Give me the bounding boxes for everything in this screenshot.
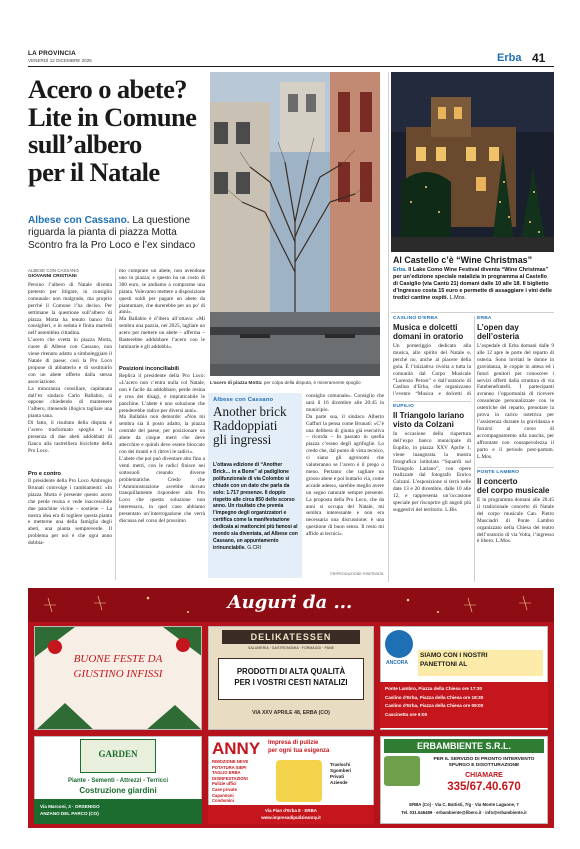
right-inner-divider bbox=[474, 316, 475, 582]
article-col4: consiglio comunale». Consiglio che sarà il 16 dicembre alle 20:45 in municipio. Da parte sua, il sindaco Alberto Gaffuri la pensa come Brunati: «C’è una delibera di giunta già esecutiva – ricorda – In passato in quella piazza c’erano degli agrifoglie. Lo credo che, dal punto di vista tecnico, ci siano gli agronomi che valuteranno se l’acero è il prego o meno. Pertanto che tagliare un grosso abete e poi buttarlo via, come accade adesso, sarebbe meglio avere un segno naturale sempre presente. La proposta della Pro Loco, che da anni si occupa del Natale, mi sembra interessante e non era necessaria una discussione; è una questione di buon senso. Il resto mi affido ai tecnici». bbox=[306, 393, 384, 538]
sidebar-text bbox=[213, 462, 299, 552]
item3-text bbox=[477, 343, 554, 465]
item3-kicker: ERBA bbox=[477, 316, 492, 321]
item3-sign: L.Mos. bbox=[477, 453, 493, 460]
ad5-tag: Impresa di pulizie bbox=[268, 740, 319, 746]
ad1-line2: GIUSTINO INFISSI bbox=[73, 668, 163, 680]
item3-body: L’ospedale di Erba domani dalle 9 alle 12 apre le porte del reparto di osteria. Sono invitati le donne in gravidanza, le coppie in attesa ed i futuri genitori per conoscere i servizi offerti dalla struttura di via Fatebenefratelli. I partecipanti avranno l’opportunità di ricevere consulenze personalizzate con le ostetriche del reparto, prenotare la prova in carico ostetrica per l’assistenza durante la gravidanza e fornirsi al corso di accompagnamento alla nascita, per affrontare con consapevolezza il parto e il periodo post-partum. bbox=[477, 343, 554, 453]
ad4-line2: Costruzione giardini bbox=[79, 786, 157, 795]
item4-body: È in programma domani alle 20.45 il tradizionale concerto di Natale del corpo musicale Can. Pietro Masciadri di Ponte Lambro organizzato nella Chiesa del teatro dell’oratorio di via Volta, l’ingresso è libero. bbox=[477, 497, 554, 545]
photo-caption bbox=[210, 380, 385, 385]
item1-text bbox=[393, 343, 471, 398]
ad4-services bbox=[34, 777, 202, 795]
ad4-brand: GARDEN bbox=[98, 749, 138, 759]
item1-body: Un pomeriggio dedicato alla musica, allo spirito del Natale e, perché no, anche al piacere della gola. È l’iniziativa rivolta a tutta la comunità dal Corpo Musicale “Lorenzo Perosi” e dall’oratorio di Caslino d’Erba, che organizzano l’evento “Musica e dolcetti di bbox=[393, 343, 471, 398]
tree-photo-image bbox=[210, 72, 380, 376]
ad6-service bbox=[422, 757, 546, 770]
article-deck bbox=[28, 215, 208, 252]
item2-sign: L.Bis bbox=[445, 506, 457, 513]
ad6-contact bbox=[384, 801, 544, 816]
castle-lead-text: Il Lake Como Wine Festival diventa “Wine Christmas” per un’edizione speciale natalizia in programma al Castello di Casiglio (via Cantù 21) domani dalle 10 alle 18. Il biglietto d’ingresso costa 15 euro e permette di assaggiare i vini delle tredici cantine ospiti. bbox=[393, 267, 552, 302]
ad4-city: ANZANO DEL PARCO (CO) bbox=[40, 811, 99, 816]
ad1-line1: BUONE FESTE DA bbox=[73, 653, 163, 665]
ad1-text bbox=[34, 652, 202, 682]
article-col1-b: Il presidente della Pro Loco Ambrogio Brunati coinvolge i cambiamenti: «In piazza Motta è presente questo acero che perde resina e vede inaccessibile due panchine vicine – sostiene – La nostra idea era di togliere questa pianta e metterne una della famiglia degli abeti, una pianta sempreverde. Il problema per noi è che ogni anno dobbia- bbox=[28, 478, 112, 547]
ancora-logo-icon bbox=[385, 630, 413, 658]
ad3-big1: SIAMO CON I NOSTRI bbox=[420, 652, 488, 659]
article-col1-a: Persino l’albero di Natale diventa pretesto per litigare, in consiglio comunale: non malgrado, ma proprio perché il Comune l’ha deciso. Per settimane la questione sull’albero di piazza Motta ha tenuto banco fra consiglieri, e in seduta è finita martedì nell’assemblea cittadina. L’acero che svetta in piazza Motta, cuore di Albese con Cassano, non viene ritenuto adatto a simboleggiare il Natale di paese; così la Pro Loco propone di abbatterlo e di sostituirlo con un abete offerto dalla stessa associazione. La minoranza consiliare, capitanata dall’ex sindaco Carlo Ballabio, si oppone chiedendo di mantenere l’albero, ritenendo illogico tagliare una pianta sana. Di fatto, il risultato della disputa è l’acero trasformato spoglio e la presenza di due abeti addobbati di fianco alla rastrelliera biciclette della Pro Loco. bbox=[28, 282, 112, 454]
castle-lead bbox=[393, 267, 553, 302]
section-tag: Erba bbox=[497, 52, 522, 64]
ad5-contact bbox=[212, 807, 370, 821]
ad3-addr3: Caslino d’Erba, Piazza della Chiesa ore 09:00 bbox=[385, 703, 484, 709]
main-photo bbox=[210, 72, 380, 376]
ad3-headline bbox=[420, 652, 542, 669]
deck-lead: Albese con Cassano. bbox=[28, 215, 130, 226]
ad5-brand: ANNY bbox=[212, 739, 261, 758]
ad6-phone[interactable]: 335/67.40.670 bbox=[447, 781, 521, 793]
right-divider bbox=[391, 312, 554, 313]
item2-text bbox=[393, 431, 471, 579]
item-divider bbox=[393, 401, 471, 402]
castle-lead-sign: L.Mos. bbox=[449, 295, 467, 302]
sidebar-sign: G.CRI bbox=[247, 544, 262, 551]
ad3-addr2: Caslino d’Erba, Piazza della Chiesa ore 18:30 bbox=[385, 694, 484, 700]
ad2-line2: PER I VOSTRI CESTI NATALIZI bbox=[234, 678, 348, 687]
sidebar-title: Another brick Raddoppiati gli ingressi bbox=[213, 404, 287, 447]
ad5-tagline bbox=[268, 740, 372, 755]
ad2-line1: PRODOTTI DI ALTA QUALITÀ bbox=[236, 667, 346, 676]
ad2-sub: SALUMERIA · GASTRONOMIA · FORMAGGI · PANE bbox=[248, 646, 334, 650]
subhead-pro-contro: Pro e contro bbox=[28, 471, 61, 477]
item2-kicker: EUPILIO bbox=[393, 404, 414, 409]
ad3-addr1: Ponte Lambro, Piazza della Chiesa ore 17:30 bbox=[385, 686, 483, 691]
deck-text: La questione riguarda la pianta di piazza Motta Scontro fra la Pro Loco e l’ex sindaco bbox=[28, 215, 196, 251]
ad5-services: RIMOZIONE NEVE POTATURA SIEPI TAGLIO ERBA DISINFESTAZIONI Pulizie uffici Case private Capannoni Condomini bbox=[212, 759, 249, 804]
item4-kicker: PONTE LAMBRO bbox=[477, 470, 520, 475]
column-divider bbox=[115, 268, 116, 580]
ad4-line1: Piante - Sementi - Attrezzi - Terricci bbox=[67, 778, 169, 784]
ad5-web[interactable]: www.impresadipulizieanny.it bbox=[261, 815, 321, 820]
ad4-address bbox=[40, 803, 196, 817]
article-col2-a: mo comprare un abete, non avendone uno in piazza; e questo ha un costo di 300 euro, se andiamo a comprarne una pianta. Volevamo mettere a disposizione questi soldi per pagare un abete da piantumare, che durerebbe per un po’ di anni». Ma Ballabio è d’ibero all’ottavo: «Mi sembra una pazzia, nel 2025, tagliare un acero per mettere un abete – afferma – Basterebbe addobbare l’acero con le luminarie e gli addobbi». bbox=[119, 268, 205, 350]
ad6-brand: ERBAMBIENTE S.R.L. bbox=[384, 739, 544, 753]
ads-banner-title: Auguri da ... bbox=[227, 592, 353, 613]
dateline: ALBESE CON CASSANO bbox=[28, 268, 79, 273]
ad3-schedule bbox=[385, 685, 545, 720]
right-column-divider bbox=[388, 72, 389, 582]
ad5-addr: Via Pian d’Erba 8 · ERBA bbox=[265, 808, 317, 813]
ad4-addr: Via Marconi, 3 · ORSENIGO bbox=[40, 804, 100, 809]
item4-title: Il concerto del corpo musicale bbox=[477, 477, 550, 495]
ad6-call: CHIAMARE bbox=[465, 772, 503, 779]
ad5-right: Traslochi Sgomberi Privati Aziende bbox=[330, 762, 352, 785]
ad2-brand: DELIKATESSEN bbox=[222, 630, 360, 644]
issue-date: VENERDÌ 12 DICEMBRE 2025 bbox=[28, 58, 92, 63]
subhead-posizioni: Posizioni inconciliabili bbox=[119, 366, 179, 372]
photo-caption-text: per colpa della disputa, è miseramente spoglio bbox=[262, 380, 361, 385]
author: GIOVANNI CRISTIANI bbox=[28, 274, 77, 279]
ad6-line1: PER IL SERVIZIO DI PRONTO INTERVENTO bbox=[433, 757, 535, 762]
castle-lead-place: Erba. bbox=[393, 267, 407, 273]
sidebar-text-body: L’ottava edizione di “Another Brick… in a Bone” al padiglione polifunzionale di via Colombo si chiude con un dato che parla da solo: 1.717 presenze. Il doppio rispetto alle circa 850 dello scorso anno. Un risultato che premia l’impegno degli organizzatori e certifica come la manifestazione dedicata ai mattoncini più famosi al mondo sia diventata, ad Albese con Cassano, un appuntamento irrinunciabile. bbox=[213, 462, 298, 551]
item2-title: Il Triangolo lariano visto da Colzani bbox=[393, 411, 465, 429]
item-divider bbox=[477, 467, 554, 468]
cleaning-worker-icon bbox=[276, 760, 322, 802]
article-col2-b: Replica il presidente della Pro Loco: «L’acero non c’entra nulla col Natale, non è facile da addobbare, perde resina e crea dei disagi, è impraticabile le panchine. L’abete è uno soluzione che prenderebbe radice per diversi anni». Ma Ballabio non demorde: «Non mi sembra sia il posto adatto, la piazza centrale del paese, per posizionare un abete da cinque metri che deve attecchire e quindi deve essere bloccato con dei tiranti e ti ritrovi le radici». L’abete che poi può diventare alto fino a venti metri, con le radici finisce nei sottosuoli creando diverse problematiche. Credo che l’Amministrazione avrebbe dovuto tranquillamente rispondere alla Pro Loco che questa soluzione non interessava, in quel caso abbiamo presentato un’interrogazione che verrà discussa nel corso del prossimo bbox=[119, 373, 205, 525]
ad3-addr4: Cascinetta ore 9:00 bbox=[385, 712, 428, 718]
item1-kicker: CASLINO D’ERBA bbox=[393, 316, 438, 321]
article-headline: Acero o abete? Lite in Comune sull’albero per il Natale bbox=[28, 74, 197, 187]
page-number: 41 bbox=[532, 51, 546, 65]
copyright-note: ©RIPRODUZIONE RISERVATA bbox=[330, 572, 384, 576]
ad6-addr: ERBA (Co) · Via C. Battisti, 7/g · Via Monte Lagaone, 7 bbox=[409, 802, 519, 807]
castle-photo bbox=[391, 72, 554, 252]
ad2-claim bbox=[218, 666, 364, 688]
item2-body: In occasione della riapertura dell’expo banco municipale di Eupilio, in piazza XXV Aprile 1, viene inaugurata la mostra fotografica intitolata “Squardi sul Triangolo Lariano”, con opere realizzate dal fotografo Enrico Colzani. L’esposizione si terrà nelle date 13 e 20 dicembre, dalle 10 alle 12, e rappresenta un’occasione speciale per riscoprire gli angoli più suggestivi del territorio. bbox=[393, 431, 471, 513]
item1-title: Musica e dolcetti domani in oratorio bbox=[393, 323, 464, 341]
castle-photo-image bbox=[391, 72, 554, 252]
ad6-line2: SPURGO E DISOTTURAZIONE bbox=[448, 763, 520, 769]
masthead: LA PROVINCIA bbox=[28, 50, 76, 57]
ad5-tag2: per ogni tua esigenza bbox=[268, 747, 330, 754]
sidebar-kicker: Albese con Cassano bbox=[213, 397, 274, 403]
photo-caption-lead: L’acero di piazza Motta: bbox=[210, 380, 263, 385]
item4-sign: L.Mos. bbox=[495, 538, 511, 545]
truck-icon bbox=[384, 756, 420, 786]
ad2-address: VIA XXV APRILE 48, ERBA (CO) bbox=[252, 710, 330, 716]
ad3-big2: PANETTONI AL bbox=[420, 660, 468, 668]
ad3-brand: ANCORA bbox=[386, 660, 408, 666]
header-rule bbox=[28, 66, 554, 67]
item3-title: L’open day dell’osteria bbox=[477, 323, 520, 341]
item4-text bbox=[477, 497, 554, 579]
ad6-tel: Tel. 031.646489 · erbambiente@libero.it · info@erbambiente.it bbox=[401, 809, 527, 815]
castle-caption: Al Castello c’è “Wine Christmas” bbox=[393, 255, 533, 265]
